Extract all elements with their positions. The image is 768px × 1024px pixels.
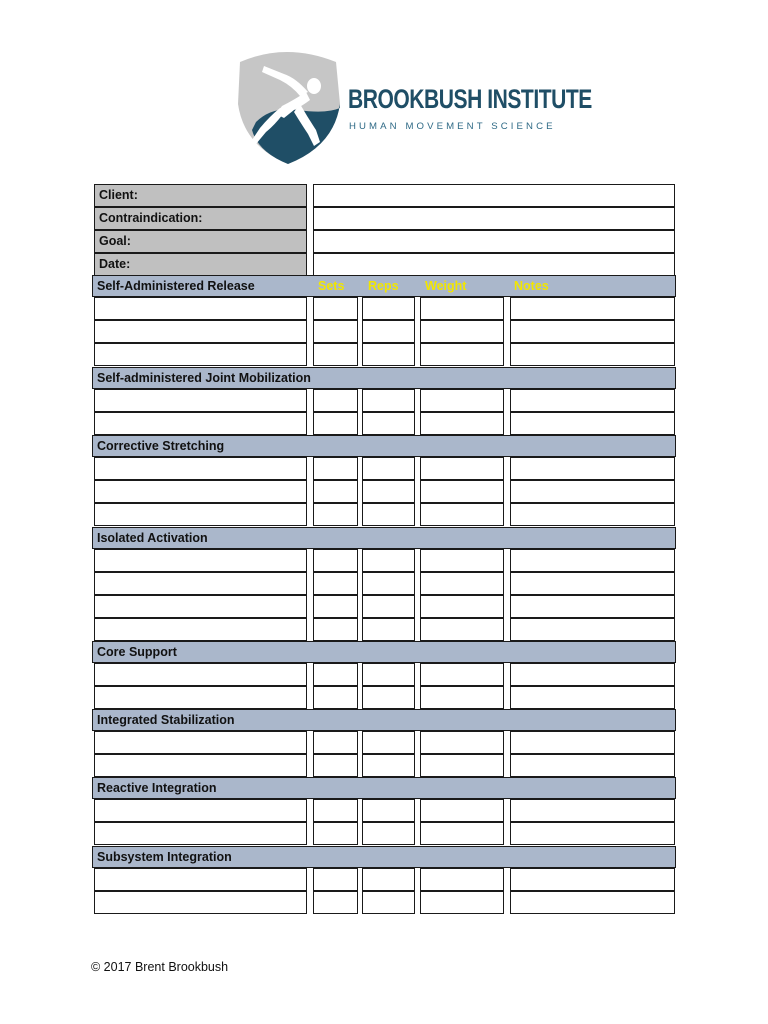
notes-field[interactable] bbox=[510, 686, 675, 709]
notes-field[interactable] bbox=[510, 572, 675, 595]
weight-field[interactable] bbox=[420, 480, 504, 503]
exercise-field[interactable] bbox=[94, 595, 307, 618]
section-header bbox=[92, 275, 676, 297]
reps-field[interactable] bbox=[362, 868, 415, 891]
shield-runner-icon bbox=[236, 48, 346, 166]
exercise-field[interactable] bbox=[94, 572, 307, 595]
exercise-field[interactable] bbox=[94, 822, 307, 845]
column-header-notes: Notes bbox=[514, 279, 549, 293]
exercise-field[interactable] bbox=[94, 754, 307, 777]
sets-field[interactable] bbox=[313, 549, 358, 572]
column-header-weight: Weight bbox=[425, 279, 467, 293]
sets-field[interactable] bbox=[313, 480, 358, 503]
section-title: Corrective Stretching bbox=[97, 439, 225, 453]
exercise-field[interactable] bbox=[94, 457, 307, 480]
logo-subtitle: HUMAN MOVEMENT SCIENCE bbox=[349, 121, 556, 132]
exercise-field[interactable] bbox=[94, 868, 307, 891]
reps-field[interactable] bbox=[362, 731, 415, 754]
section-title: Self-administered Joint Mobilization bbox=[97, 371, 311, 385]
weight-field[interactable] bbox=[420, 663, 504, 686]
exercise-field[interactable] bbox=[94, 663, 307, 686]
exercise-field[interactable] bbox=[94, 549, 307, 572]
goal-label: Goal: bbox=[94, 230, 307, 253]
weight-field[interactable] bbox=[420, 822, 504, 845]
notes-field[interactable] bbox=[510, 412, 675, 435]
goal-field[interactable] bbox=[313, 230, 675, 253]
sets-field[interactable] bbox=[313, 731, 358, 754]
weight-field[interactable] bbox=[420, 731, 504, 754]
logo-title: BROOKBUSH INSTITUTE bbox=[348, 84, 592, 114]
notes-field[interactable] bbox=[510, 799, 675, 822]
section-header bbox=[92, 527, 676, 549]
notes-field[interactable] bbox=[510, 389, 675, 412]
notes-field[interactable] bbox=[510, 595, 675, 618]
weight-field[interactable] bbox=[420, 868, 504, 891]
contraindication-label: Contraindication: bbox=[94, 207, 307, 230]
notes-field[interactable] bbox=[510, 343, 675, 366]
date-label: Date: bbox=[94, 253, 307, 276]
section-title: Subsystem Integration bbox=[97, 850, 232, 864]
weight-field[interactable] bbox=[420, 549, 504, 572]
exercise-field[interactable] bbox=[94, 389, 307, 412]
column-header-reps: Reps bbox=[368, 279, 399, 293]
sets-field[interactable] bbox=[313, 503, 358, 526]
exercise-field[interactable] bbox=[94, 503, 307, 526]
section-title: Core Support bbox=[97, 645, 177, 659]
sets-field[interactable] bbox=[313, 799, 358, 822]
reps-field[interactable] bbox=[362, 549, 415, 572]
sets-field[interactable] bbox=[313, 412, 358, 435]
weight-field[interactable] bbox=[420, 343, 504, 366]
section-header bbox=[92, 367, 676, 389]
reps-field[interactable] bbox=[362, 822, 415, 845]
exercise-field[interactable] bbox=[94, 891, 307, 914]
exercise-field[interactable] bbox=[94, 618, 307, 641]
weight-field[interactable] bbox=[420, 320, 504, 343]
notes-field[interactable] bbox=[510, 822, 675, 845]
sets-field[interactable] bbox=[313, 891, 358, 914]
reps-field[interactable] bbox=[362, 480, 415, 503]
reps-field[interactable] bbox=[362, 891, 415, 914]
section-header bbox=[92, 777, 676, 799]
sets-field[interactable] bbox=[313, 868, 358, 891]
weight-field[interactable] bbox=[420, 754, 504, 777]
reps-field[interactable] bbox=[362, 754, 415, 777]
weight-field[interactable] bbox=[420, 297, 504, 320]
weight-field[interactable] bbox=[420, 503, 504, 526]
notes-field[interactable] bbox=[510, 549, 675, 572]
weight-field[interactable] bbox=[420, 595, 504, 618]
client-label: Client: bbox=[94, 184, 307, 207]
exercise-field[interactable] bbox=[94, 297, 307, 320]
weight-field[interactable] bbox=[420, 412, 504, 435]
sets-field[interactable] bbox=[313, 343, 358, 366]
weight-field[interactable] bbox=[420, 891, 504, 914]
reps-field[interactable] bbox=[362, 686, 415, 709]
date-field[interactable] bbox=[313, 253, 675, 276]
notes-field[interactable] bbox=[510, 503, 675, 526]
weight-field[interactable] bbox=[420, 799, 504, 822]
exercise-field[interactable] bbox=[94, 731, 307, 754]
weight-field[interactable] bbox=[420, 618, 504, 641]
weight-field[interactable] bbox=[420, 686, 504, 709]
exercise-field[interactable] bbox=[94, 480, 307, 503]
reps-field[interactable] bbox=[362, 297, 415, 320]
exercise-field[interactable] bbox=[94, 799, 307, 822]
reps-field[interactable] bbox=[362, 412, 415, 435]
weight-field[interactable] bbox=[420, 457, 504, 480]
notes-field[interactable] bbox=[510, 297, 675, 320]
notes-field[interactable] bbox=[510, 754, 675, 777]
sets-field[interactable] bbox=[313, 572, 358, 595]
reps-field[interactable] bbox=[362, 343, 415, 366]
section-header bbox=[92, 641, 676, 663]
notes-field[interactable] bbox=[510, 891, 675, 914]
section-title: Isolated Activation bbox=[97, 531, 208, 545]
reps-field[interactable] bbox=[362, 457, 415, 480]
weight-field[interactable] bbox=[420, 389, 504, 412]
sets-field[interactable] bbox=[313, 595, 358, 618]
sets-field[interactable] bbox=[313, 686, 358, 709]
sets-field[interactable] bbox=[313, 297, 358, 320]
reps-field[interactable] bbox=[362, 663, 415, 686]
notes-field[interactable] bbox=[510, 618, 675, 641]
reps-field[interactable] bbox=[362, 595, 415, 618]
section-header bbox=[92, 435, 676, 457]
reps-field[interactable] bbox=[362, 503, 415, 526]
notes-field[interactable] bbox=[510, 480, 675, 503]
notes-field[interactable] bbox=[510, 868, 675, 891]
sets-field[interactable] bbox=[313, 618, 358, 641]
notes-field[interactable] bbox=[510, 731, 675, 754]
reps-field[interactable] bbox=[362, 618, 415, 641]
copyright-footer: © 2017 Brent Brookbush bbox=[91, 960, 229, 974]
exercise-field[interactable] bbox=[94, 686, 307, 709]
client-field[interactable] bbox=[313, 184, 675, 207]
exercise-field[interactable] bbox=[94, 343, 307, 366]
sets-field[interactable] bbox=[313, 389, 358, 412]
section-header bbox=[92, 846, 676, 868]
section-title: Reactive Integration bbox=[97, 781, 217, 795]
section-header bbox=[92, 709, 676, 731]
sets-field[interactable] bbox=[313, 822, 358, 845]
exercise-field[interactable] bbox=[94, 412, 307, 435]
reps-field[interactable] bbox=[362, 572, 415, 595]
column-header-sets: Sets bbox=[318, 279, 345, 293]
sets-field[interactable] bbox=[313, 320, 358, 343]
sets-field[interactable] bbox=[313, 754, 358, 777]
brookbush-logo bbox=[236, 48, 592, 166]
exercise-field[interactable] bbox=[94, 320, 307, 343]
reps-field[interactable] bbox=[362, 799, 415, 822]
contraindication-field[interactable] bbox=[313, 207, 675, 230]
notes-field[interactable] bbox=[510, 663, 675, 686]
weight-field[interactable] bbox=[420, 572, 504, 595]
section-title: Self-Administered Release bbox=[97, 279, 255, 293]
sets-field[interactable] bbox=[313, 457, 358, 480]
reps-field[interactable] bbox=[362, 389, 415, 412]
notes-field[interactable] bbox=[510, 457, 675, 480]
notes-field[interactable] bbox=[510, 320, 675, 343]
section-title: Integrated Stabilization bbox=[97, 713, 235, 727]
reps-field[interactable] bbox=[362, 320, 415, 343]
sets-field[interactable] bbox=[313, 663, 358, 686]
